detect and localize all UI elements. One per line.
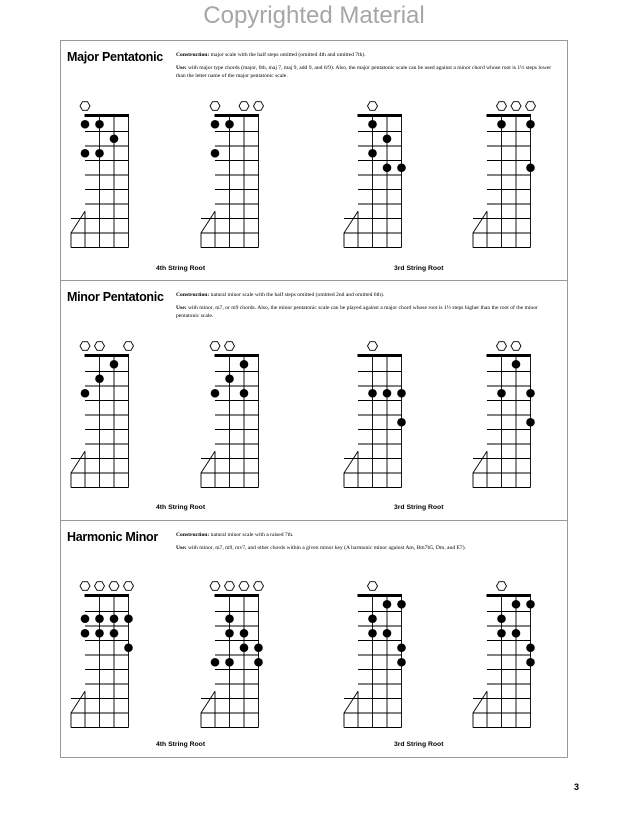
- finger-dot: [512, 360, 521, 369]
- cutaway-edge: [201, 211, 215, 247]
- open-string-marker: [210, 582, 220, 591]
- open-string-marker: [95, 342, 105, 351]
- fretboard-diagram: [473, 102, 536, 248]
- open-string-marker: [225, 582, 235, 591]
- nut: [215, 594, 260, 597]
- finger-dot: [225, 374, 234, 383]
- finger-dot: [368, 120, 377, 129]
- open-string-marker: [497, 102, 507, 111]
- open-string-marker: [124, 342, 134, 351]
- finger-dot: [211, 389, 220, 398]
- finger-dot: [512, 600, 521, 609]
- use-body: with minor, m7, or m9 chords. Also, the minor pentatonic scale can be played against a major chord whose root is 1½ steps higher than the root of the minor pentatonic scale.: [176, 305, 538, 319]
- finger-dot: [240, 360, 249, 369]
- finger-dot: [497, 120, 506, 129]
- finger-dot: [211, 149, 220, 158]
- finger-dot: [240, 389, 249, 398]
- copyright-watermark: Copyrighted Material: [203, 2, 425, 29]
- finger-dot: [81, 120, 90, 129]
- section-title: Major Pentatonic: [67, 50, 163, 64]
- finger-dot: [368, 629, 377, 638]
- open-string-marker: [511, 102, 521, 111]
- nut: [215, 354, 260, 357]
- finger-dot: [124, 614, 133, 623]
- construction-body: major scale with the half steps omitted (omitted 4th and omitted 7th).: [209, 52, 366, 58]
- finger-dot: [95, 614, 104, 623]
- cutaway-edge: [201, 451, 215, 487]
- finger-dot: [95, 120, 104, 129]
- open-string-marker: [124, 582, 134, 591]
- open-string-marker: [526, 102, 536, 111]
- finger-dot: [497, 629, 506, 638]
- open-string-marker: [254, 582, 264, 591]
- fretboard-diagram: [71, 102, 129, 248]
- page-number: 3: [574, 782, 580, 792]
- fretboard-diagram: [344, 582, 406, 728]
- finger-dot: [225, 614, 234, 623]
- nut: [358, 594, 403, 597]
- finger-dot: [512, 629, 521, 638]
- finger-dot: [240, 643, 249, 652]
- finger-dot: [124, 643, 133, 652]
- cutaway-edge: [201, 691, 215, 727]
- finger-dot: [397, 643, 406, 652]
- finger-dot: [240, 629, 249, 638]
- open-string-marker: [497, 342, 507, 351]
- nut: [358, 354, 403, 357]
- finger-dot: [368, 149, 377, 158]
- finger-dot: [254, 643, 263, 652]
- construction-body: natural minor scale with a raised 7th.: [209, 532, 294, 538]
- finger-dot: [95, 149, 104, 158]
- cutaway-edge: [473, 691, 487, 727]
- open-string-marker: [80, 582, 90, 591]
- open-string-marker: [239, 582, 249, 591]
- finger-dot: [211, 120, 220, 129]
- open-string-marker: [254, 102, 264, 111]
- cutaway-edge: [344, 211, 358, 247]
- open-string-marker: [80, 342, 90, 351]
- finger-dot: [383, 629, 392, 638]
- open-string-marker: [95, 582, 105, 591]
- finger-dot: [225, 120, 234, 129]
- cutaway-edge: [344, 691, 358, 727]
- fretboard-diagram: [473, 582, 535, 728]
- label-4th-string-root: 4th String Root: [156, 265, 206, 272]
- fretboard-diagram: [71, 582, 134, 728]
- finger-dot: [497, 389, 506, 398]
- finger-dot: [397, 389, 406, 398]
- label-4th-string-root: 4th String Root: [156, 741, 206, 748]
- nut: [85, 594, 130, 597]
- cutaway-edge: [473, 211, 487, 247]
- construction-label: Construction:: [176, 52, 210, 58]
- construction-label: Construction:: [176, 292, 210, 298]
- use-body: with minor, m7, m9, mv7, and other chords within a given minor key (A harmonic minor against Am, Bm7b5, Dm, and E7).: [186, 545, 466, 551]
- use-label: Use:: [176, 545, 187, 551]
- finger-dot: [526, 418, 535, 427]
- finger-dot: [383, 600, 392, 609]
- use-body: with major type chords (major, 6th, maj 7, maj 9, add 9, and 6/9). Also, the major pentatonic scale can be used against a minor chord whose root is 1½ steps lower than the letter name of the major pentatonic scale.: [176, 65, 552, 79]
- section-title: Minor Pentatonic: [67, 290, 164, 304]
- label-3rd-string-root: 3rd String Root: [394, 504, 444, 511]
- finger-dot: [397, 418, 406, 427]
- finger-dot: [397, 600, 406, 609]
- open-string-marker: [511, 342, 521, 351]
- open-string-marker: [368, 582, 378, 591]
- finger-dot: [81, 629, 90, 638]
- finger-dot: [383, 389, 392, 398]
- fretboard-diagram: [201, 342, 259, 488]
- nut: [85, 354, 130, 357]
- open-string-marker: [368, 342, 378, 351]
- finger-dot: [497, 614, 506, 623]
- section-harmonic-minor: [61, 521, 567, 757]
- open-string-marker: [109, 582, 119, 591]
- construction-body: natural minor scale with the half steps omitted (omitted 2nd and omitted 6th).: [209, 292, 385, 298]
- finger-dot: [211, 658, 220, 667]
- use-label: Use:: [176, 305, 187, 311]
- finger-dot: [526, 600, 535, 609]
- nut: [487, 594, 532, 597]
- fretboard-diagram: [201, 582, 264, 728]
- finger-dot: [397, 658, 406, 667]
- label-4th-string-root: 4th String Root: [156, 504, 206, 511]
- label-3rd-string-root: 3rd String Root: [394, 741, 444, 748]
- finger-dot: [383, 163, 392, 172]
- open-string-marker: [239, 102, 249, 111]
- fretboard-diagram: [344, 342, 406, 488]
- use-label: Use:: [176, 65, 187, 71]
- nut: [487, 354, 532, 357]
- finger-dot: [81, 389, 90, 398]
- section-title: Harmonic Minor: [67, 530, 158, 544]
- open-string-marker: [497, 582, 507, 591]
- open-string-marker: [210, 342, 220, 351]
- open-string-marker: [210, 102, 220, 111]
- nut: [85, 114, 130, 117]
- finger-dot: [110, 134, 119, 143]
- finger-dot: [95, 374, 104, 383]
- finger-dot: [526, 163, 535, 172]
- section-minor-pentatonic: [61, 281, 567, 521]
- open-string-marker: [80, 102, 90, 111]
- label-3rd-string-root: 3rd String Root: [394, 265, 444, 272]
- finger-dot: [368, 389, 377, 398]
- finger-dot: [526, 643, 535, 652]
- cutaway-edge: [344, 451, 358, 487]
- fretboard-diagram: [201, 102, 264, 248]
- cutaway-edge: [71, 451, 85, 487]
- finger-dot: [368, 614, 377, 623]
- finger-dot: [110, 629, 119, 638]
- cutaway-edge: [473, 451, 487, 487]
- finger-dot: [81, 614, 90, 623]
- finger-dot: [110, 614, 119, 623]
- open-string-marker: [368, 102, 378, 111]
- finger-dot: [81, 149, 90, 158]
- finger-dot: [526, 120, 535, 129]
- nut: [487, 114, 532, 117]
- fretboard-diagram: [344, 102, 406, 248]
- fretboard-diagram: [473, 342, 535, 488]
- cutaway-edge: [71, 211, 85, 247]
- nut: [215, 114, 260, 117]
- finger-dot: [526, 389, 535, 398]
- finger-dot: [526, 658, 535, 667]
- finger-dot: [383, 134, 392, 143]
- finger-dot: [95, 629, 104, 638]
- open-string-marker: [225, 342, 235, 351]
- finger-dot: [225, 629, 234, 638]
- nut: [358, 114, 403, 117]
- fretboard-diagram: [71, 342, 134, 488]
- fretboard-diagrams: [61, 41, 567, 281]
- construction-label: Construction:: [176, 532, 210, 538]
- finger-dot: [254, 658, 263, 667]
- fretboard-diagrams: [61, 521, 567, 757]
- section-major-pentatonic: [61, 41, 567, 281]
- finger-dot: [225, 658, 234, 667]
- cutaway-edge: [71, 691, 85, 727]
- scales-panel: [60, 40, 568, 758]
- finger-dot: [397, 163, 406, 172]
- fretboard-diagrams: [61, 281, 567, 521]
- finger-dot: [110, 360, 119, 369]
